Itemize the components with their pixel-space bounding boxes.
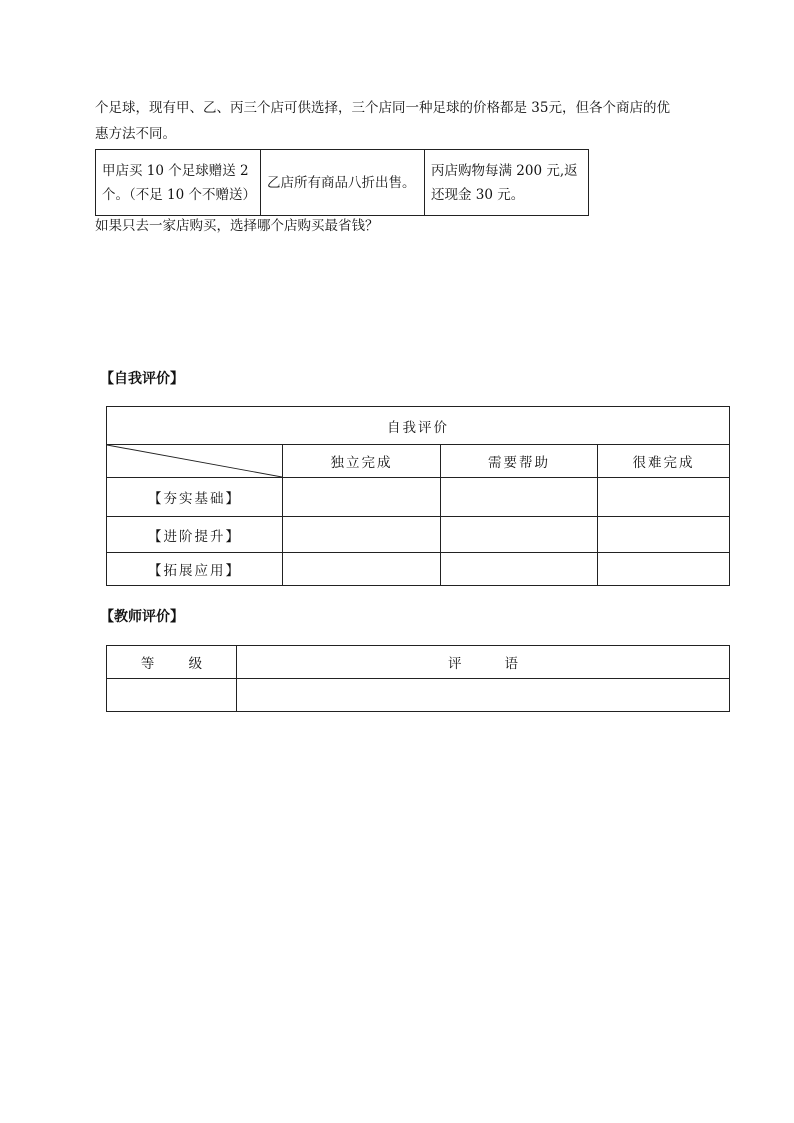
cell-basic-difficult[interactable] <box>598 478 730 517</box>
problem-text-line1: 个足球，现有甲、乙、丙三个店可供选择，三个店同一种足球的价格都是 35元，但各个商店的优 <box>95 100 670 116</box>
problem-text-line2: 惠方法不同。 <box>95 126 176 142</box>
column-independent: 独立完成 <box>283 445 441 478</box>
cell-advanced-independent[interactable] <box>283 517 441 553</box>
row-extension: 【拓展应用】 <box>107 553 283 586</box>
self-eval-table <box>106 406 730 586</box>
cell-basic-independent[interactable] <box>283 478 441 517</box>
shop-bing-offer: 丙店购物每满 200 元,返还现金 30 元。 <box>425 150 589 216</box>
cell-extension-need-help[interactable] <box>441 553 598 586</box>
self-eval-table-title: 自我评价 <box>107 407 730 445</box>
cell-extension-difficult[interactable] <box>598 553 730 586</box>
comment-label: 评 语 <box>237 646 730 679</box>
row-basic: 【夯实基础】 <box>107 478 283 517</box>
question-text: 如果只去一家店购买，选择哪个店购买最省钱？ <box>95 218 379 234</box>
cell-basic-need-help[interactable] <box>441 478 598 517</box>
shop-yi-offer: 乙店所有商品八折出售。 <box>261 150 425 216</box>
column-need-help: 需要帮助 <box>441 445 598 478</box>
shop-offers-table <box>95 149 589 216</box>
comment-cell[interactable] <box>237 679 730 712</box>
cell-extension-independent[interactable] <box>283 553 441 586</box>
cell-advanced-difficult[interactable] <box>598 517 730 553</box>
cell-advanced-need-help[interactable] <box>441 517 598 553</box>
diagonal-header-cell <box>107 445 283 478</box>
column-difficult: 很难完成 <box>598 445 730 478</box>
grade-cell[interactable] <box>107 679 237 712</box>
grade-label: 等 级 <box>107 646 237 679</box>
teacher-eval-heading: 【教师评价】 <box>100 609 184 625</box>
teacher-eval-table <box>106 645 730 712</box>
row-advanced: 【进阶提升】 <box>107 517 283 553</box>
shop-jia-offer: 甲店买 10 个足球赠送 2 个。（不足 10 个不赠送） <box>96 150 261 216</box>
self-eval-heading: 【自我评价】 <box>100 371 184 387</box>
